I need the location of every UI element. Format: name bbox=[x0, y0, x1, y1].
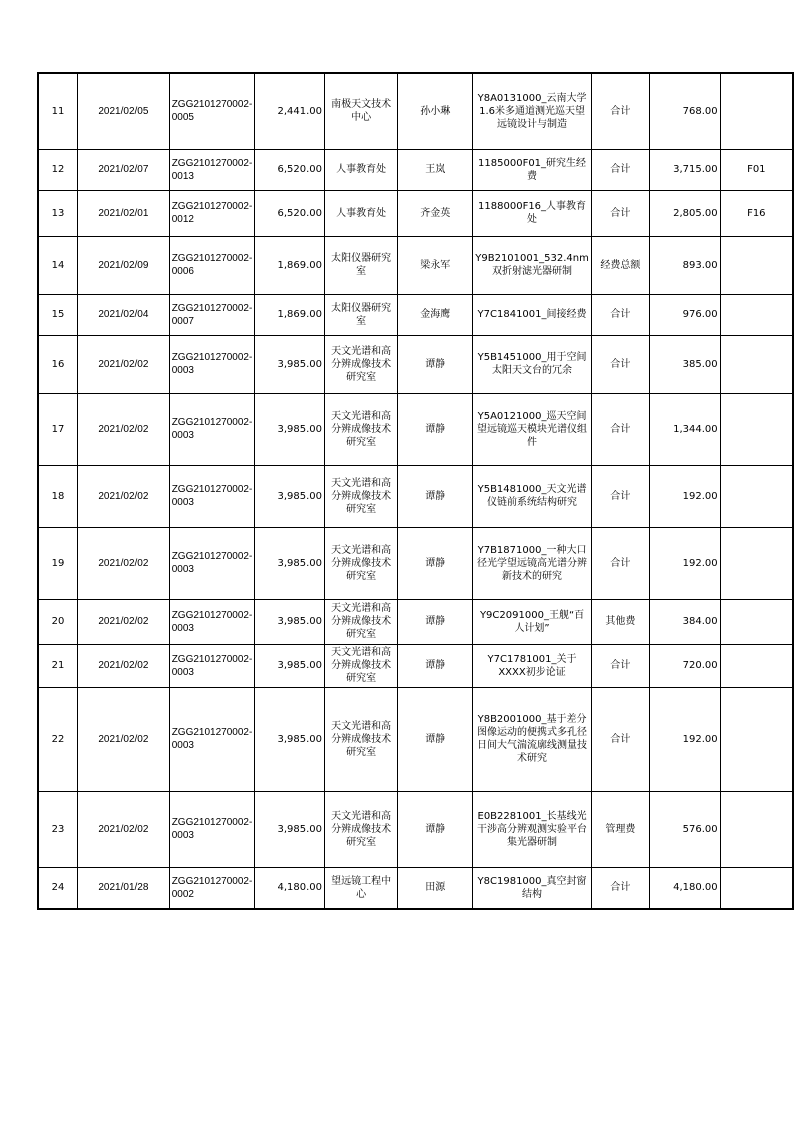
date-cell: 2021/02/04 bbox=[78, 294, 170, 335]
department-cell: 天文光谱和高分辨成像技术研究室 bbox=[325, 687, 398, 791]
person-cell: 谭静 bbox=[398, 791, 473, 867]
department-cell: 人事教育处 bbox=[325, 190, 398, 236]
amount-cell: 3,985.00 bbox=[255, 393, 325, 465]
amount-cell: 6,520.00 bbox=[255, 149, 325, 190]
project-cell: 1185000F01_研究生经费 bbox=[473, 149, 592, 190]
department-cell: 太阳仪器研究室 bbox=[325, 236, 398, 294]
project-cell: Y7C1781001_关于XXXX初步论证 bbox=[473, 644, 592, 687]
seq-cell: 23 bbox=[38, 791, 78, 867]
project-cell: Y8B2001000_基于差分图像运动的便携式多孔径日间大气湍流廓线测量技术研究 bbox=[473, 687, 592, 791]
table-row bbox=[38, 236, 793, 294]
allocated-amount-cell: 720.00 bbox=[650, 644, 721, 687]
table-row bbox=[38, 190, 793, 236]
project-cell: Y9B2101001_532.4nm双折射滤光器研制 bbox=[473, 236, 592, 294]
seq-cell: 15 bbox=[38, 294, 78, 335]
amount-cell: 4,180.00 bbox=[255, 867, 325, 909]
project-cell: Y8A0131000_云南大学1.6米多通道测光巡天望远镜设计与制造 bbox=[473, 73, 592, 149]
person-cell: 谭静 bbox=[398, 644, 473, 687]
allocated-amount-cell: 893.00 bbox=[650, 236, 721, 294]
allocated-amount-cell: 1,344.00 bbox=[650, 393, 721, 465]
voucher-cell: ZGG2101270002-0006 bbox=[169, 236, 255, 294]
person-cell: 谭静 bbox=[398, 465, 473, 527]
department-cell: 望远镜工程中心 bbox=[325, 867, 398, 909]
note-cell bbox=[720, 294, 793, 335]
table-row bbox=[38, 335, 793, 393]
person-cell: 谭静 bbox=[398, 393, 473, 465]
category-cell: 合计 bbox=[591, 867, 649, 909]
voucher-cell: ZGG2101270002-0003 bbox=[169, 335, 255, 393]
allocated-amount-cell: 2,805.00 bbox=[650, 190, 721, 236]
department-cell: 天文光谱和高分辨成像技术研究室 bbox=[325, 644, 398, 687]
note-cell bbox=[720, 867, 793, 909]
voucher-cell: ZGG2101270002-0003 bbox=[169, 644, 255, 687]
note-cell: F16 bbox=[720, 190, 793, 236]
voucher-cell: ZGG2101270002-0003 bbox=[169, 687, 255, 791]
voucher-cell: ZGG2101270002-0003 bbox=[169, 791, 255, 867]
table-row bbox=[38, 687, 793, 791]
ledger-body bbox=[38, 73, 793, 909]
note-cell bbox=[720, 791, 793, 867]
amount-cell: 3,985.00 bbox=[255, 335, 325, 393]
table-row bbox=[38, 791, 793, 867]
seq-cell: 13 bbox=[38, 190, 78, 236]
project-cell: Y5B1451000_用于空间太阳天文台的冗余 bbox=[473, 335, 592, 393]
table-row bbox=[38, 644, 793, 687]
amount-cell: 1,869.00 bbox=[255, 236, 325, 294]
amount-cell: 6,520.00 bbox=[255, 190, 325, 236]
table-row bbox=[38, 294, 793, 335]
seq-cell: 17 bbox=[38, 393, 78, 465]
category-cell: 合计 bbox=[591, 149, 649, 190]
note-cell bbox=[720, 687, 793, 791]
amount-cell: 2,441.00 bbox=[255, 73, 325, 149]
amount-cell: 1,869.00 bbox=[255, 294, 325, 335]
seq-cell: 16 bbox=[38, 335, 78, 393]
voucher-cell: ZGG2101270002-0003 bbox=[169, 393, 255, 465]
category-cell: 合计 bbox=[591, 644, 649, 687]
department-cell: 天文光谱和高分辨成像技术研究室 bbox=[325, 599, 398, 644]
department-cell: 天文光谱和高分辨成像技术研究室 bbox=[325, 393, 398, 465]
allocated-amount-cell: 384.00 bbox=[650, 599, 721, 644]
note-cell bbox=[720, 527, 793, 599]
date-cell: 2021/02/02 bbox=[78, 465, 170, 527]
date-cell: 2021/02/02 bbox=[78, 527, 170, 599]
note-cell bbox=[720, 465, 793, 527]
amount-cell: 3,985.00 bbox=[255, 687, 325, 791]
project-cell: E0B2281001_长基线光干涉高分辨观测实验平台集光器研制 bbox=[473, 791, 592, 867]
category-cell: 经费总额 bbox=[591, 236, 649, 294]
project-cell: Y7B1871000_一种大口径光学望远镜高光谱分辨新技术的研究 bbox=[473, 527, 592, 599]
voucher-cell: ZGG2101270002-0007 bbox=[169, 294, 255, 335]
voucher-cell: ZGG2101270002-0003 bbox=[169, 527, 255, 599]
category-cell: 合计 bbox=[591, 465, 649, 527]
seq-cell: 11 bbox=[38, 73, 78, 149]
table-row bbox=[38, 73, 793, 149]
category-cell: 合计 bbox=[591, 190, 649, 236]
note-cell bbox=[720, 335, 793, 393]
person-cell: 谭静 bbox=[398, 527, 473, 599]
category-cell: 合计 bbox=[591, 335, 649, 393]
date-cell: 2021/02/01 bbox=[78, 190, 170, 236]
allocated-amount-cell: 192.00 bbox=[650, 465, 721, 527]
date-cell: 2021/02/07 bbox=[78, 149, 170, 190]
category-cell: 合计 bbox=[591, 294, 649, 335]
seq-cell: 21 bbox=[38, 644, 78, 687]
table-row bbox=[38, 599, 793, 644]
voucher-cell: ZGG2101270002-0003 bbox=[169, 465, 255, 527]
allocated-amount-cell: 768.00 bbox=[650, 73, 721, 149]
note-cell bbox=[720, 236, 793, 294]
voucher-cell: ZGG2101270002-0013 bbox=[169, 149, 255, 190]
allocated-amount-cell: 4,180.00 bbox=[650, 867, 721, 909]
seq-cell: 12 bbox=[38, 149, 78, 190]
category-cell: 合计 bbox=[591, 73, 649, 149]
allocated-amount-cell: 3,715.00 bbox=[650, 149, 721, 190]
voucher-cell: ZGG2101270002-0003 bbox=[169, 599, 255, 644]
category-cell: 合计 bbox=[591, 687, 649, 791]
category-cell: 管理费 bbox=[591, 791, 649, 867]
person-cell: 齐金英 bbox=[398, 190, 473, 236]
category-cell: 合计 bbox=[591, 393, 649, 465]
date-cell: 2021/02/02 bbox=[78, 687, 170, 791]
department-cell: 天文光谱和高分辨成像技术研究室 bbox=[325, 465, 398, 527]
amount-cell: 3,985.00 bbox=[255, 527, 325, 599]
date-cell: 2021/02/02 bbox=[78, 599, 170, 644]
amount-cell: 3,985.00 bbox=[255, 599, 325, 644]
date-cell: 2021/01/28 bbox=[78, 867, 170, 909]
table-row bbox=[38, 149, 793, 190]
note-cell: F01 bbox=[720, 149, 793, 190]
department-cell: 天文光谱和高分辨成像技术研究室 bbox=[325, 527, 398, 599]
project-cell: Y5B1481000_天文光谱仪链前系统结构研究 bbox=[473, 465, 592, 527]
date-cell: 2021/02/02 bbox=[78, 791, 170, 867]
amount-cell: 3,985.00 bbox=[255, 644, 325, 687]
allocated-amount-cell: 385.00 bbox=[650, 335, 721, 393]
date-cell: 2021/02/02 bbox=[78, 335, 170, 393]
note-cell bbox=[720, 73, 793, 149]
person-cell: 田源 bbox=[398, 867, 473, 909]
seq-cell: 20 bbox=[38, 599, 78, 644]
allocated-amount-cell: 576.00 bbox=[650, 791, 721, 867]
project-cell: 1188000F16_人事教育处 bbox=[473, 190, 592, 236]
allocated-amount-cell: 192.00 bbox=[650, 527, 721, 599]
project-cell: Y5A0121000_巡天空间望远镜巡天模块光谱仪组件 bbox=[473, 393, 592, 465]
person-cell: 金海鹰 bbox=[398, 294, 473, 335]
person-cell: 谭静 bbox=[398, 335, 473, 393]
project-cell: Y9C2091000_王舰“百人计划” bbox=[473, 599, 592, 644]
voucher-cell: ZGG2101270002-0005 bbox=[169, 73, 255, 149]
department-cell: 人事教育处 bbox=[325, 149, 398, 190]
amount-cell: 3,985.00 bbox=[255, 465, 325, 527]
seq-cell: 24 bbox=[38, 867, 78, 909]
ledger-table bbox=[37, 72, 794, 910]
date-cell: 2021/02/02 bbox=[78, 644, 170, 687]
allocated-amount-cell: 192.00 bbox=[650, 687, 721, 791]
table-row bbox=[38, 465, 793, 527]
date-cell: 2021/02/09 bbox=[78, 236, 170, 294]
person-cell: 梁永军 bbox=[398, 236, 473, 294]
date-cell: 2021/02/05 bbox=[78, 73, 170, 149]
person-cell: 谭静 bbox=[398, 687, 473, 791]
person-cell: 王岚 bbox=[398, 149, 473, 190]
table-row bbox=[38, 393, 793, 465]
seq-cell: 18 bbox=[38, 465, 78, 527]
project-cell: Y7C1841001_间接经费 bbox=[473, 294, 592, 335]
seq-cell: 22 bbox=[38, 687, 78, 791]
amount-cell: 3,985.00 bbox=[255, 791, 325, 867]
person-cell: 孙小琳 bbox=[398, 73, 473, 149]
table-row bbox=[38, 867, 793, 909]
voucher-cell: ZGG2101270002-0012 bbox=[169, 190, 255, 236]
date-cell: 2021/02/02 bbox=[78, 393, 170, 465]
note-cell bbox=[720, 393, 793, 465]
department-cell: 太阳仪器研究室 bbox=[325, 294, 398, 335]
department-cell: 天文光谱和高分辨成像技术研究室 bbox=[325, 791, 398, 867]
category-cell: 其他费 bbox=[591, 599, 649, 644]
allocated-amount-cell: 976.00 bbox=[650, 294, 721, 335]
voucher-cell: ZGG2101270002-0002 bbox=[169, 867, 255, 909]
department-cell: 南极天文技术中心 bbox=[325, 73, 398, 149]
department-cell: 天文光谱和高分辨成像技术研究室 bbox=[325, 335, 398, 393]
note-cell bbox=[720, 644, 793, 687]
person-cell: 谭静 bbox=[398, 599, 473, 644]
note-cell bbox=[720, 599, 793, 644]
project-cell: Y8C1981000_真空封窗结构 bbox=[473, 867, 592, 909]
table-row bbox=[38, 527, 793, 599]
category-cell: 合计 bbox=[591, 527, 649, 599]
seq-cell: 14 bbox=[38, 236, 78, 294]
seq-cell: 19 bbox=[38, 527, 78, 599]
